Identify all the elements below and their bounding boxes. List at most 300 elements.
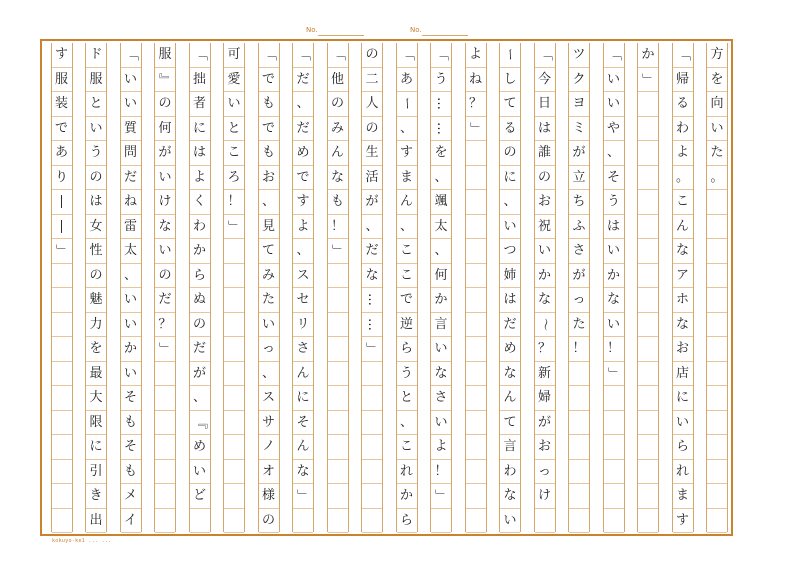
grid-cell: 「	[293, 43, 313, 68]
grid-cell	[224, 509, 244, 534]
grid-cell: し	[500, 68, 520, 93]
grid-cell: 「	[121, 43, 141, 68]
manuscript-column	[603, 43, 625, 532]
grid-cell	[224, 386, 244, 411]
grid-cell	[328, 386, 348, 411]
grid-cell: よ	[431, 435, 451, 460]
grid-cell: 太	[121, 239, 141, 264]
grid-cell	[431, 509, 451, 534]
grid-cell	[569, 460, 589, 485]
grid-cell: 二	[362, 68, 382, 93]
grid-cell	[328, 435, 348, 460]
grid-cell	[328, 264, 348, 289]
grid-cell	[362, 460, 382, 485]
grid-cell: の	[500, 141, 520, 166]
grid-cell: 逆	[397, 313, 417, 338]
grid-cell: 」	[431, 484, 451, 509]
grid-cell: っ	[259, 337, 279, 362]
grid-cell: い	[673, 411, 693, 436]
grid-cell: ミ	[569, 117, 589, 142]
grid-cell	[707, 288, 727, 313]
grid-cell: ふ	[569, 215, 589, 240]
grid-cell: や	[604, 117, 624, 142]
grid-cell: ね	[466, 68, 486, 93]
grid-cell	[328, 509, 348, 534]
grid-cell	[328, 460, 348, 485]
grid-cell: 限	[86, 411, 106, 436]
grid-cell: い	[121, 362, 141, 387]
grid-cell	[707, 484, 727, 509]
grid-cell: ら	[397, 337, 417, 362]
grid-cell: ド	[86, 43, 106, 68]
grid-cell	[362, 435, 382, 460]
grid-cell: リ	[293, 313, 313, 338]
grid-cell: 力	[86, 313, 106, 338]
grid-cell: き	[86, 484, 106, 509]
grid-cell: い	[535, 239, 555, 264]
grid-cell: 」	[155, 337, 175, 362]
grid-cell: 、	[500, 190, 520, 215]
grid-cell	[466, 166, 486, 191]
grid-cell	[224, 484, 244, 509]
grid-cell: 雷	[121, 215, 141, 240]
manuscript-column	[292, 43, 314, 532]
grid-cell	[638, 92, 658, 117]
grid-cell	[466, 313, 486, 338]
grid-cell: め	[293, 141, 313, 166]
grid-cell: 」	[604, 362, 624, 387]
manuscript-column	[672, 43, 694, 532]
manuscript-column	[568, 43, 590, 532]
grid-cell: 何	[155, 117, 175, 142]
grid-cell: ん	[397, 190, 417, 215]
grid-cell	[155, 460, 175, 485]
grid-cell	[638, 239, 658, 264]
grid-cell: わ	[673, 117, 693, 142]
grid-cell: 者	[190, 92, 210, 117]
grid-cell: い	[155, 166, 175, 191]
grid-cell: ア	[673, 264, 693, 289]
grid-cell	[362, 386, 382, 411]
grid-cell: お	[535, 190, 555, 215]
grid-cell	[224, 460, 244, 485]
grid-cell: …	[362, 313, 382, 338]
grid-cell: い	[190, 460, 210, 485]
grid-cell	[52, 460, 72, 485]
grid-cell: と	[86, 92, 106, 117]
grid-cell	[707, 239, 727, 264]
grid-cell: か	[121, 337, 141, 362]
grid-cell	[707, 460, 727, 485]
grid-cell	[466, 337, 486, 362]
grid-cell	[569, 484, 589, 509]
grid-cell	[155, 411, 175, 436]
grid-cell: は	[500, 288, 520, 313]
grid-cell	[466, 264, 486, 289]
grid-cell	[466, 435, 486, 460]
grid-cell: 「	[328, 43, 348, 68]
grid-cell: ノ	[259, 435, 279, 460]
grid-cell: ー	[397, 92, 417, 117]
grid-cell: な	[293, 460, 313, 485]
manuscript-column	[430, 43, 452, 532]
grid-cell: い	[604, 68, 624, 93]
grid-cell: ま	[673, 484, 693, 509]
grid-cell: 「	[259, 43, 279, 68]
grid-cell	[569, 386, 589, 411]
grid-cell: も	[121, 460, 141, 485]
grid-cell: は	[535, 117, 555, 142]
grid-cell: 』	[155, 68, 175, 93]
grid-cell	[328, 362, 348, 387]
grid-cell: 、	[293, 239, 313, 264]
grid-cell	[638, 435, 658, 460]
grid-cell	[638, 337, 658, 362]
grid-cell: わ	[190, 215, 210, 240]
grid-cell: た	[569, 313, 589, 338]
grid-cell: 見	[259, 215, 279, 240]
grid-cell: い	[500, 215, 520, 240]
grid-cell: ～	[535, 313, 555, 338]
grid-cell: 祝	[535, 215, 555, 240]
grid-cell: も	[259, 92, 279, 117]
grid-cell: み	[328, 117, 348, 142]
grid-cell	[604, 386, 624, 411]
grid-cell: の	[190, 313, 210, 338]
grid-cell: 活	[362, 166, 382, 191]
grid-cell: 姉	[500, 264, 520, 289]
grid-cell	[362, 509, 382, 534]
grid-cell: 人	[362, 92, 382, 117]
grid-cell: い	[86, 117, 106, 142]
grid-cell: 、	[121, 264, 141, 289]
grid-cell: て	[500, 411, 520, 436]
grid-cell: 、	[604, 141, 624, 166]
grid-cell: 「	[397, 43, 417, 68]
grid-cell: う	[604, 190, 624, 215]
grid-cell: か	[190, 239, 210, 264]
grid-cell: 大	[86, 386, 106, 411]
grid-cell: お	[673, 337, 693, 362]
grid-cell: ！	[328, 215, 348, 240]
grid-cell: ！	[431, 460, 451, 485]
manuscript-column	[85, 43, 107, 532]
grid-cell	[707, 362, 727, 387]
grid-cell: う	[431, 68, 451, 93]
grid-cell: れ	[673, 460, 693, 485]
grid-cell: そ	[293, 411, 313, 436]
grid-cell: あ	[52, 141, 72, 166]
grid-cell: て	[500, 92, 520, 117]
grid-cell	[362, 484, 382, 509]
grid-cell: 、	[431, 166, 451, 191]
grid-cell: な	[155, 215, 175, 240]
grid-cell: 他	[328, 68, 348, 93]
grid-cell	[466, 239, 486, 264]
grid-cell	[52, 411, 72, 436]
grid-cell: も	[121, 411, 141, 436]
grid-cell: る	[500, 117, 520, 142]
grid-cell: 向	[707, 92, 727, 117]
grid-cell: だ	[190, 337, 210, 362]
grid-cell: う	[86, 141, 106, 166]
grid-cell: で	[293, 166, 313, 191]
grid-cell: と	[224, 117, 244, 142]
grid-cell: の	[362, 43, 382, 68]
grid-cell: の	[362, 117, 382, 142]
grid-cell: そ	[604, 166, 624, 191]
grid-cell: に	[293, 386, 313, 411]
grid-cell	[638, 190, 658, 215]
grid-cell: で	[52, 117, 72, 142]
grid-cell: よ	[673, 141, 693, 166]
grid-cell: る	[673, 92, 693, 117]
manuscript-column	[706, 43, 728, 532]
grid-cell	[466, 509, 486, 534]
grid-cell: が	[535, 411, 555, 436]
page-number-line-2	[422, 35, 468, 36]
grid-cell	[52, 386, 72, 411]
grid-cell: 、	[431, 239, 451, 264]
grid-cell: 」	[328, 239, 348, 264]
grid-cell: い	[155, 239, 175, 264]
manuscript-column	[120, 43, 142, 532]
grid-cell: い	[707, 117, 727, 142]
grid-cell: 」	[638, 68, 658, 93]
grid-cell: の	[86, 264, 106, 289]
grid-cell	[569, 509, 589, 534]
grid-cell: 様	[259, 484, 279, 509]
grid-cell: ち	[569, 190, 589, 215]
grid-cell: な	[500, 484, 520, 509]
grid-cell: 新	[535, 362, 555, 387]
grid-cell: っ	[535, 460, 555, 485]
grid-cell: い	[259, 313, 279, 338]
grid-cell: 婦	[535, 386, 555, 411]
grid-cell: だ	[293, 68, 313, 93]
grid-cell: が	[362, 190, 382, 215]
grid-cell: も	[259, 141, 279, 166]
grid-cell: 「	[535, 43, 555, 68]
grid-cell	[604, 411, 624, 436]
grid-cell: ―	[52, 190, 72, 215]
grid-cell: 、	[259, 362, 279, 387]
grid-cell: 性	[86, 239, 106, 264]
grid-cell: こ	[673, 190, 693, 215]
grid-cell: く	[190, 190, 210, 215]
grid-cell: で	[397, 288, 417, 313]
grid-cell: ぬ	[190, 288, 210, 313]
grid-cell: ら	[397, 509, 417, 534]
grid-cell: み	[259, 264, 279, 289]
grid-cell	[569, 435, 589, 460]
grid-cell	[52, 288, 72, 313]
grid-cell	[155, 362, 175, 387]
grid-cell: 帰	[673, 68, 693, 93]
grid-cell: の	[328, 92, 348, 117]
page-number-line-1	[318, 35, 364, 36]
grid-cell: さ	[431, 386, 451, 411]
grid-cell: ―	[52, 215, 72, 240]
grid-cell: さ	[569, 239, 589, 264]
grid-cell	[707, 386, 727, 411]
grid-cell: サ	[259, 411, 279, 436]
grid-cell: だ	[121, 166, 141, 191]
grid-cell	[604, 484, 624, 509]
grid-cell	[638, 313, 658, 338]
grid-cell: い	[604, 313, 624, 338]
grid-cell: だ	[155, 288, 175, 313]
grid-cell: ス	[293, 264, 313, 289]
grid-cell: セ	[293, 288, 313, 313]
grid-cell: こ	[397, 239, 417, 264]
grid-cell: で	[259, 68, 279, 93]
grid-cell	[638, 215, 658, 240]
manuscript-column	[637, 43, 659, 532]
grid-cell: そ	[121, 386, 141, 411]
grid-cell: …	[362, 288, 382, 313]
grid-cell: ん	[500, 386, 520, 411]
grid-cell	[638, 509, 658, 534]
grid-cell: が	[569, 141, 589, 166]
grid-cell: 」	[293, 484, 313, 509]
grid-cell: 。	[673, 166, 693, 191]
grid-cell	[466, 460, 486, 485]
grid-cell: な	[604, 288, 624, 313]
grid-cell: お	[259, 166, 279, 191]
grid-cell	[224, 239, 244, 264]
grid-cell: い	[121, 313, 141, 338]
grid-cell	[466, 288, 486, 313]
grid-cell: な	[431, 362, 451, 387]
manuscript-column	[51, 43, 73, 532]
grid-cell: さ	[293, 337, 313, 362]
grid-cell	[52, 484, 72, 509]
grid-cell: は	[190, 141, 210, 166]
grid-cell: ら	[673, 435, 693, 460]
manuscript-column	[465, 43, 487, 532]
grid-cell: め	[500, 337, 520, 362]
grid-cell	[638, 460, 658, 485]
grid-cell: け	[155, 190, 175, 215]
manuscript-column	[189, 43, 211, 532]
grid-cell	[707, 435, 727, 460]
grid-cell: な	[328, 166, 348, 191]
grid-cell: オ	[259, 460, 279, 485]
grid-cell: の	[259, 509, 279, 534]
grid-cell: て	[259, 239, 279, 264]
grid-cell: な	[673, 239, 693, 264]
grid-cell: 女	[86, 215, 106, 240]
grid-cell: 「	[673, 43, 693, 68]
grid-cell: …	[431, 117, 451, 142]
grid-cell: …	[431, 92, 451, 117]
grid-cell: は	[86, 190, 106, 215]
grid-cell	[569, 411, 589, 436]
grid-cell: 生	[362, 141, 382, 166]
manuscript-column	[154, 43, 176, 532]
grid-cell: す	[397, 141, 417, 166]
grid-cell	[638, 166, 658, 191]
grid-cell: を	[86, 337, 106, 362]
manuscript-column	[499, 43, 521, 532]
grid-cell: ク	[569, 68, 589, 93]
grid-cell: よ	[293, 215, 313, 240]
grid-cell: ん	[673, 215, 693, 240]
grid-cell: す	[673, 509, 693, 534]
grid-cell: ！	[569, 337, 589, 362]
grid-cell	[707, 509, 727, 534]
grid-cell: ろ	[224, 166, 244, 191]
grid-cell: 颯	[431, 190, 451, 215]
grid-cell	[466, 386, 486, 411]
grid-cell: わ	[500, 460, 520, 485]
grid-cell: 何	[431, 264, 451, 289]
grid-cell	[569, 362, 589, 387]
grid-cell	[604, 460, 624, 485]
grid-cell: な	[673, 313, 693, 338]
grid-cell: か	[535, 264, 555, 289]
grid-cell	[155, 484, 175, 509]
grid-cell: 出	[86, 509, 106, 534]
grid-cell: う	[397, 362, 417, 387]
grid-cell: 『	[190, 411, 210, 436]
grid-cell	[638, 362, 658, 387]
grid-cell	[466, 411, 486, 436]
grid-cell: い	[121, 288, 141, 313]
footer-label: kokuyo-ke1 ... ...	[52, 538, 112, 544]
grid-cell: か	[604, 264, 624, 289]
grid-cell	[52, 264, 72, 289]
grid-cell: ん	[293, 435, 313, 460]
grid-cell	[707, 190, 727, 215]
grid-cell: ホ	[673, 288, 693, 313]
grid-cell: よ	[466, 43, 486, 68]
grid-cell: の	[155, 264, 175, 289]
grid-cell: 」	[466, 117, 486, 142]
grid-cell	[707, 313, 727, 338]
grid-cell: だ	[362, 239, 382, 264]
manuscript-sheet	[40, 39, 733, 536]
grid-cell: い	[121, 92, 141, 117]
grid-cell: 、	[259, 190, 279, 215]
grid-cell: 日	[535, 92, 555, 117]
grid-cell: ス	[259, 386, 279, 411]
grid-cell: つ	[500, 239, 520, 264]
grid-cell: 太	[431, 215, 451, 240]
grid-cell	[707, 264, 727, 289]
grid-cell: な	[362, 264, 382, 289]
grid-cell: ヨ	[569, 92, 589, 117]
grid-cell	[466, 362, 486, 387]
grid-cell: い	[121, 68, 141, 93]
grid-cell: た	[707, 141, 727, 166]
grid-cell: り	[52, 166, 72, 191]
grid-cell	[638, 117, 658, 142]
grid-cell: こ	[397, 435, 417, 460]
grid-cell: 魅	[86, 288, 106, 313]
grid-cell: 「	[604, 43, 624, 68]
grid-cell	[466, 190, 486, 215]
grid-cell	[328, 337, 348, 362]
grid-cell: よ	[190, 166, 210, 191]
grid-cell: 立	[569, 166, 589, 191]
grid-cell: 、	[397, 411, 417, 436]
grid-cell: 服	[86, 68, 106, 93]
grid-cell	[52, 509, 72, 534]
grid-cell: め	[190, 435, 210, 460]
grid-cell: ど	[190, 484, 210, 509]
